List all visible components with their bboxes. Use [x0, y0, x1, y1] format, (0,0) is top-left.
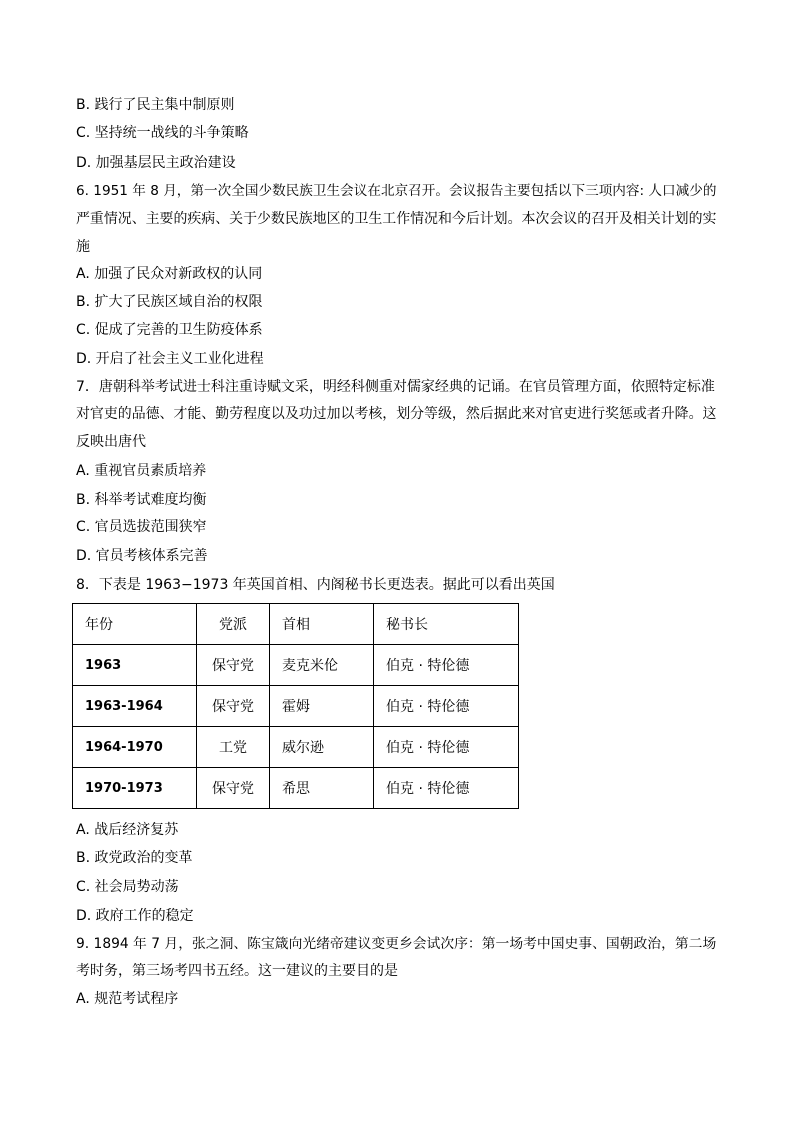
table-row — [73, 686, 519, 727]
q9-option-a: A. 规范考试程序 — [76, 991, 179, 1007]
table-cell-year: 1963-1964 — [73, 686, 197, 727]
q5-option-b: B. 践行了民主集中制原则 — [76, 97, 235, 113]
table-cell-party: 保守党 — [197, 686, 270, 727]
table-header-party: 党派 — [197, 604, 270, 645]
q5-option-c: C. 坚持统一战线的斗争策略 — [76, 125, 249, 141]
table-cell-year: 1964-1970 — [73, 727, 197, 768]
q8-option-c: C. 社会局势动荡 — [76, 879, 179, 895]
table-header-row — [73, 604, 519, 645]
table-cell-year: 1970-1973 — [73, 768, 197, 809]
table-cell-year: 1963 — [73, 645, 197, 686]
table-header-pm: 首相 — [270, 604, 374, 645]
q7-stem-line-3: 反映出唐代 — [76, 434, 146, 450]
table-cell-secretary: 伯克 · 特伦德 — [374, 768, 519, 809]
table-cell-pm: 霍姆 — [270, 686, 374, 727]
table-row — [73, 727, 519, 768]
q6-option-d: D. 开启了社会主义工业化进程 — [76, 351, 264, 367]
table-cell-party: 工党 — [197, 727, 270, 768]
q8-option-a: A. 战后经济复苏 — [76, 822, 179, 838]
table-row — [73, 645, 519, 686]
q8-option-b: B. 政党政治的变革 — [76, 850, 193, 866]
q7-option-c: C. 官员选拔范围狭窄 — [76, 519, 207, 535]
q9-stem-line-2: 考时务，第三场考四书五经。这一建议的主要目的是 — [76, 963, 398, 979]
q7-option-d: D. 官员考核体系完善 — [76, 548, 208, 564]
q6-stem-line-1: 6. 1951 年 8 月，第一次全国少数民族卫生会议在北京召开。会议报告主要包括以下三项内容: 人口减少的 — [76, 183, 717, 199]
q6-option-a: A. 加强了民众对新政权的认同 — [76, 266, 263, 282]
table-cell-pm: 希思 — [270, 768, 374, 809]
q8-option-d: D. 政府工作的稳定 — [76, 908, 194, 924]
table-cell-pm: 威尔逊 — [270, 727, 374, 768]
table-header-year: 年份 — [73, 604, 197, 645]
q7-option-b: B. 科举考试难度均衡 — [76, 492, 207, 508]
pm-secretary-table — [72, 603, 519, 809]
q8-stem: 8．下表是 1963−1973 年英国首相、内阁秘书长更迭表。据此可以看出英国 — [76, 577, 555, 593]
table-row — [73, 768, 519, 809]
q6-stem-line-2: 严重情况、主要的疾病、关于少数民族地区的卫生工作情况和今后计划。本次会议的召开及相关计划的实 — [76, 211, 717, 227]
table-cell-pm: 麦克米伦 — [270, 645, 374, 686]
table-cell-secretary: 伯克 · 特伦德 — [374, 727, 519, 768]
q5-option-d: D. 加强基层民主政治建设 — [76, 155, 236, 171]
q9-stem-line-1: 9. 1894 年 7 月，张之洞、陈宝箴向光绪帝建议变更乡会试次序：第一场考中国史事、国朝政治，第二场 — [76, 936, 717, 952]
table-cell-party: 保守党 — [197, 645, 270, 686]
table-cell-party: 保守党 — [197, 768, 270, 809]
q7-stem-line-2: 对官吏的品德、才能、勤劳程度以及功过加以考核，划分等级，然后据此来对官吏进行奖惩或者升降。这 — [76, 406, 717, 422]
q7-option-a: A. 重视官员素质培养 — [76, 463, 207, 479]
table-cell-secretary: 伯克 · 特伦德 — [374, 645, 519, 686]
q6-option-c: C. 促成了完善的卫生防疫体系 — [76, 322, 263, 338]
q7-stem-line-1: 7．唐朝科举考试进士科注重诗赋文采，明经科侧重对儒家经典的记诵。在官员管理方面，依照特定标准 — [76, 379, 715, 395]
q6-stem-line-3: 施 — [76, 239, 90, 255]
q6-option-b: B. 扩大了民族区域自治的权限 — [76, 294, 263, 310]
table-header-secretary: 秘书长 — [374, 604, 519, 645]
table-cell-secretary: 伯克 · 特伦德 — [374, 686, 519, 727]
